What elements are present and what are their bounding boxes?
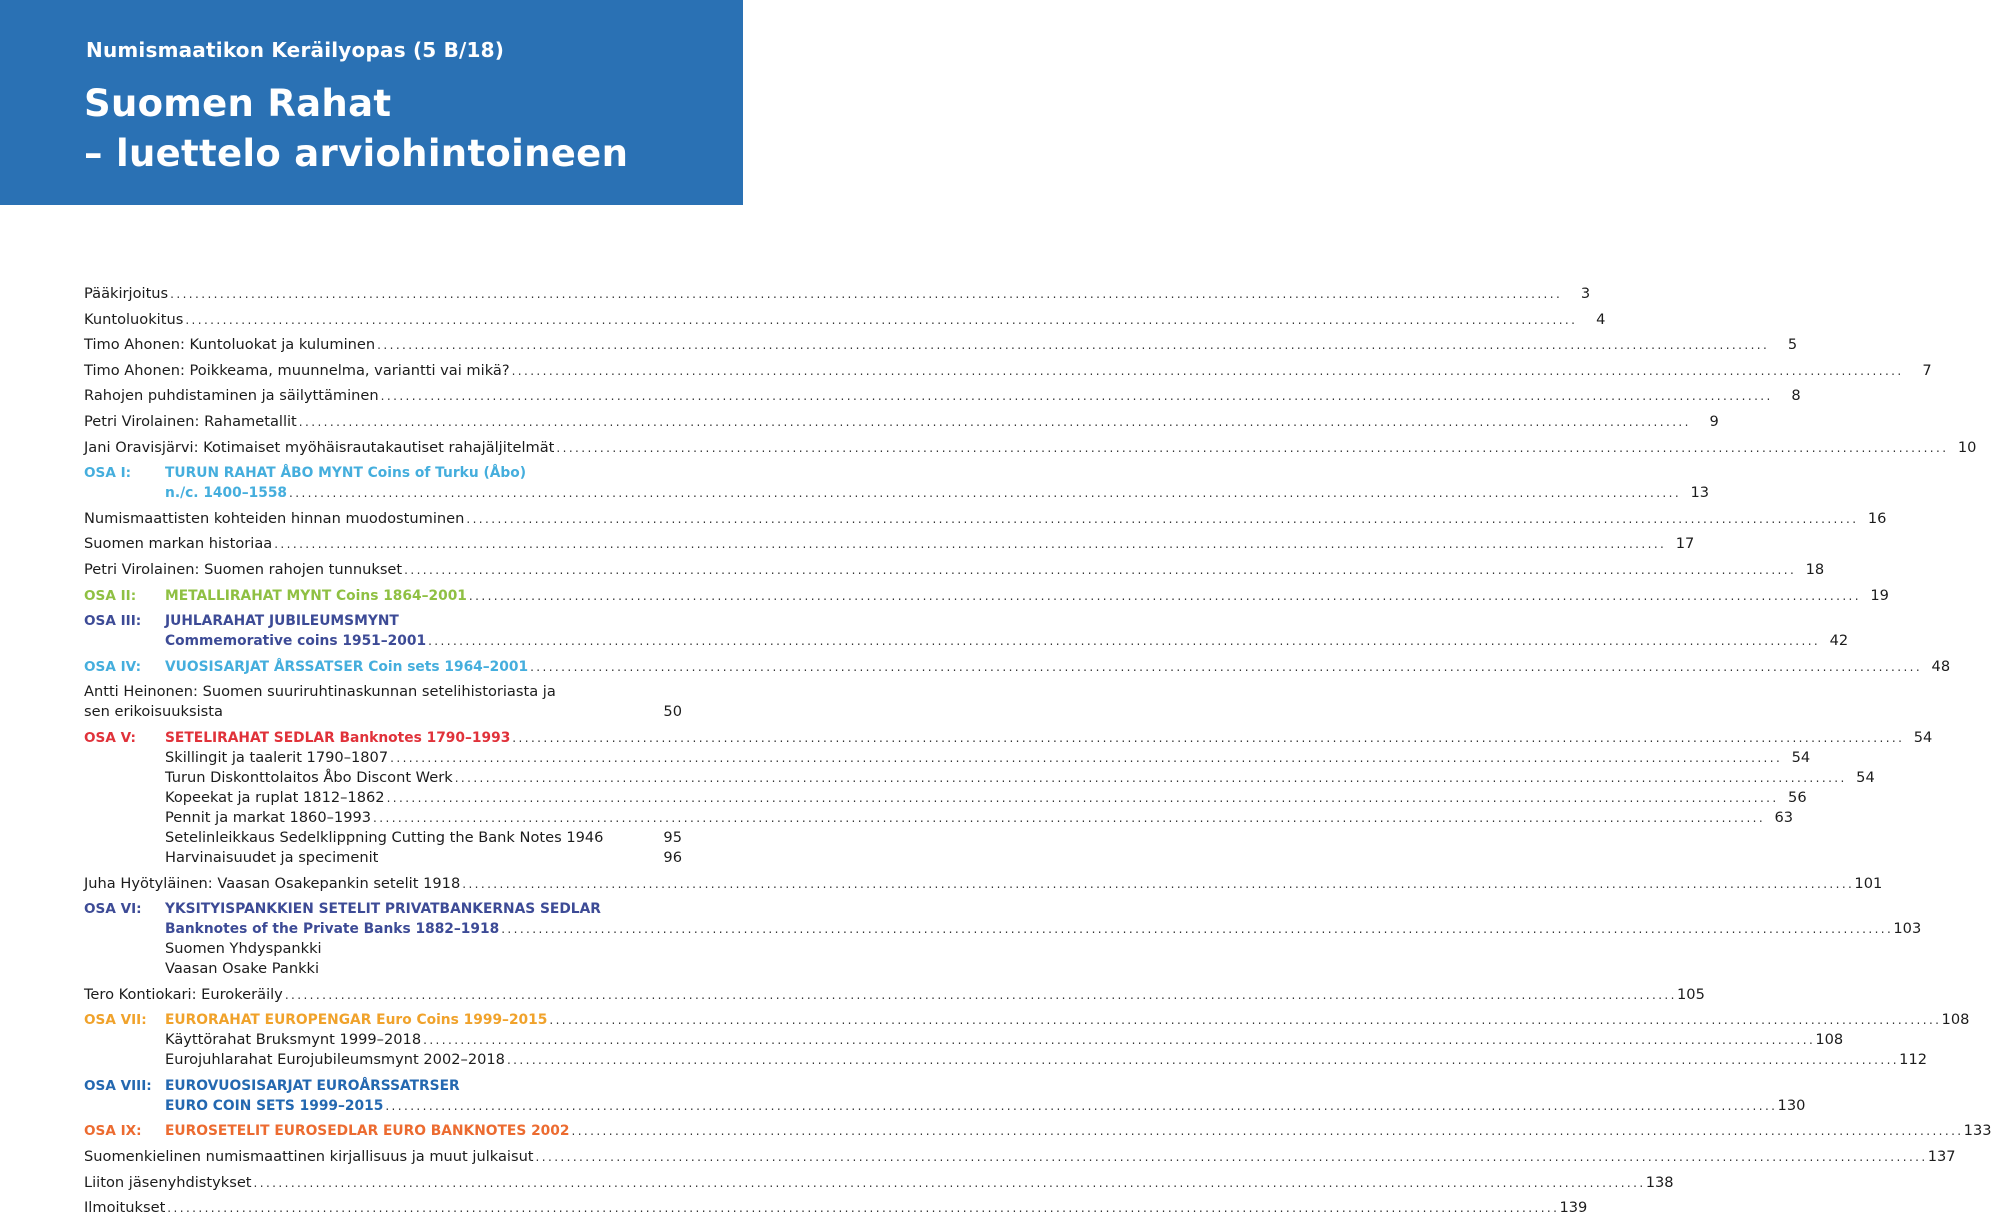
toc-section-osa-3-line2[interactable] xyxy=(84,631,1849,651)
toc-page-number: 18 xyxy=(1805,560,1825,578)
dot-leader xyxy=(373,812,1765,824)
toc-entry-setelihistoriasta[interactable] xyxy=(84,682,682,702)
toc-page-number: 63 xyxy=(1774,808,1794,826)
toc-section-osa-9[interactable] xyxy=(84,1121,1992,1141)
toc-page-number: 17 xyxy=(1675,535,1695,553)
toc-page-number: 96 xyxy=(663,848,682,866)
dot-leader xyxy=(571,1125,1963,1137)
toc-subentry[interactable] xyxy=(84,768,1875,788)
section-label: OSA I: xyxy=(84,465,132,482)
toc-page-number: 108 xyxy=(1941,1011,1970,1029)
dot-leader xyxy=(285,989,1677,1001)
toc-page-number: 138 xyxy=(1645,1173,1674,1191)
toc-subentry[interactable] xyxy=(84,788,1807,808)
dot-leader xyxy=(462,878,1854,890)
toc-entry-title: Tero Kontiokari: Eurokeräily xyxy=(84,985,283,1003)
toc-section-osa-6[interactable] xyxy=(84,899,682,919)
toc-page-number: 139 xyxy=(1559,1199,1588,1217)
toc-page-number: 7 xyxy=(1922,361,1932,379)
toc-entry-title: Rahojen puhdistaminen ja säilyttäminen xyxy=(84,387,379,405)
dot-leader xyxy=(512,732,1904,744)
dot-leader xyxy=(455,772,1847,784)
toc-entry-kuntoluokat[interactable] xyxy=(84,335,1798,355)
section-title: JUHLARAHAT JUBILEUMSMYNT xyxy=(165,613,399,630)
dot-leader xyxy=(423,1034,1815,1046)
toc-subentry[interactable] xyxy=(84,808,1794,828)
toc-subentry-title: Eurojuhlarahat Eurojubileumsmynt 2002–2018 xyxy=(165,1051,505,1069)
toc-page-number: 105 xyxy=(1677,985,1705,1003)
toc-page-number: 112 xyxy=(1899,1051,1928,1069)
toc-entry-kirjallisuus[interactable] xyxy=(84,1147,1956,1167)
toc-entry-title: Timo Ahonen: Poikkeama, muunnelma, variantti vai mikä? xyxy=(84,361,510,379)
section-label: OSA VII: xyxy=(84,1012,147,1029)
toc-page-number: 3 xyxy=(1580,285,1591,302)
toc-page-number: 130 xyxy=(1777,1096,1806,1114)
toc-entry-kuntoluokitus[interactable] xyxy=(84,310,1606,330)
section-title: SETELIRAHAT SEDLAR Banknotes 1790–1993 xyxy=(165,729,511,746)
dot-leader xyxy=(299,416,1691,428)
dot-leader xyxy=(167,1202,1559,1214)
toc-subentry-title: Harvinaisuudet ja specimenit xyxy=(165,848,379,866)
toc-entry-title: Suomenkielinen numismaattinen kirjallisuus ja muut julkaisut xyxy=(84,1148,534,1166)
toc-page-number: 42 xyxy=(1829,632,1849,650)
toc-page-number: 9 xyxy=(1709,412,1719,430)
toc-section-osa-7[interactable] xyxy=(84,1010,1970,1030)
toc-entry-ilmoitukset[interactable] xyxy=(84,1198,1588,1218)
dot-leader xyxy=(390,752,1782,764)
toc-subentry[interactable] xyxy=(84,1050,1928,1070)
toc-subentry[interactable] xyxy=(84,828,682,848)
toc-entry-markan-historiaa[interactable] xyxy=(84,534,1695,554)
toc-entry-paakirjoitus[interactable] xyxy=(84,284,1591,304)
toc-page-number: 133 xyxy=(1963,1122,1992,1140)
toc-page-number: 16 xyxy=(1867,509,1887,527)
toc-entry-title: Petri Virolainen: Rahametallit xyxy=(84,412,297,430)
dot-leader xyxy=(170,288,1562,300)
toc-section-osa-6-line2[interactable] xyxy=(84,919,1922,939)
dot-leader xyxy=(466,513,1858,525)
section-title: EUROSETELIT EUROSEDLAR EURO BANKNOTES 2002 xyxy=(165,1123,570,1140)
toc-entry-title: Liiton jäsenyhdistykset xyxy=(84,1173,252,1191)
toc-entry-tunnukset[interactable] xyxy=(84,560,1825,580)
toc-entry-title: Pääkirjoitus xyxy=(84,285,169,302)
main-title-line2: – luettelo arviohintoineen xyxy=(84,132,629,175)
toc-page-number: 8 xyxy=(1791,387,1801,405)
dot-leader xyxy=(387,792,1779,804)
toc-entry-jasenyhdistykset[interactable] xyxy=(84,1173,1674,1193)
section-title: EUROVUOSISARJAT EUROÅRSSATRSER xyxy=(165,1077,460,1094)
section-label: OSA VIII: xyxy=(84,1077,152,1094)
section-title: YKSITYISPANKKIEN SETELIT PRIVATBANKERNAS SEDLAR xyxy=(165,901,601,918)
section-title-cont: Banknotes of the Private Banks 1882–1918 xyxy=(165,921,500,938)
toc-page-number: 54 xyxy=(1791,748,1811,766)
toc-page-number: 48 xyxy=(1931,657,1951,675)
toc-subentry-title: Pennit ja markat 1860–1993 xyxy=(165,808,372,826)
toc-entry-vaasan-osakepankki[interactable] xyxy=(84,874,1883,894)
toc-page-number: 10 xyxy=(1957,438,1977,456)
dot-leader xyxy=(404,564,1796,576)
section-label: OSA VI: xyxy=(84,901,142,918)
section-label: OSA II: xyxy=(84,587,137,604)
toc-section-osa-1[interactable] xyxy=(84,463,682,483)
toc-subentry[interactable] xyxy=(84,1030,1844,1050)
dot-leader xyxy=(385,1100,1777,1112)
section-title: EURORAHAT EUROPENGAR Euro Coins 1999–2015 xyxy=(165,1012,548,1029)
section-title-cont: Commemorative coins 1951–2001 xyxy=(165,633,427,650)
dot-leader xyxy=(381,390,1773,402)
toc-subentry[interactable] xyxy=(84,939,682,959)
dot-leader xyxy=(469,590,1861,602)
toc-page-number: 4 xyxy=(1596,310,1606,328)
toc-subentry-title: Käyttörahat Bruksmynt 1999–2018 xyxy=(165,1031,422,1049)
section-title: METALLIRAHAT MYNT Coins 1864–2001 xyxy=(165,587,467,604)
main-title-line1: Suomen Rahat xyxy=(84,82,392,125)
dot-leader xyxy=(428,635,1820,647)
toc-entry-title: Numismaattisten kohteiden hinnan muodostuminen xyxy=(84,509,465,527)
toc-page-number: 5 xyxy=(1787,336,1798,354)
toc-page-number: 137 xyxy=(1927,1148,1956,1166)
dot-leader xyxy=(536,1151,1928,1163)
toc-section-osa-4[interactable] xyxy=(84,657,1951,677)
toc-entry-hinnan-muodostuminen[interactable] xyxy=(84,509,1887,529)
toc-entry-title-cont: sen erikoisuuksista xyxy=(84,703,223,721)
toc-page-number: 50 xyxy=(663,703,682,721)
dot-leader xyxy=(549,1014,1941,1026)
toc-subentry-title: Turun Diskonttolaitos Åbo Discont Werk xyxy=(165,768,453,786)
dot-leader xyxy=(556,442,1948,454)
toc-page-number: 54 xyxy=(1913,728,1933,746)
toc-entry-title: Antti Heinonen: Suomen suuriruhtinaskunnan setelihistoriasta ja xyxy=(84,683,556,701)
dot-leader xyxy=(512,365,1904,377)
toc-entry-title: Jani Oravisjärvi: Kotimaiset myöhäisrautakautiset rahajäljitelmät xyxy=(84,438,555,456)
dot-leader xyxy=(501,923,1893,935)
dot-leader xyxy=(507,1054,1899,1066)
toc-page-number: 56 xyxy=(1788,788,1807,806)
toc-subentry-title: Vaasan Osake Pankki xyxy=(165,960,320,978)
toc-section-osa-1-line2[interactable] xyxy=(84,483,1710,503)
section-title: TURUN RAHAT ÅBO MYNT Coins of Turku (Åbo) xyxy=(165,465,527,482)
toc-subentry[interactable] xyxy=(84,959,682,979)
toc-subentry[interactable] xyxy=(84,748,1811,768)
section-label: OSA IV: xyxy=(84,658,142,675)
toc-entry-title: Petri Virolainen: Suomen rahojen tunnukset xyxy=(84,560,403,578)
section-title-cont: EURO COIN SETS 1999–2015 xyxy=(165,1097,384,1114)
section-label: OSA III: xyxy=(84,613,142,630)
dot-leader xyxy=(185,314,1577,326)
dot-leader xyxy=(254,1177,1646,1189)
toc-section-osa-8[interactable] xyxy=(84,1076,682,1096)
toc-page-number: 54 xyxy=(1856,768,1875,786)
toc-entry-title: Juha Hyötyläinen: Vaasan Osakepankin setelit 1918 xyxy=(84,874,461,892)
toc-entry-eurokeraily[interactable] xyxy=(84,985,1705,1005)
toc-subentry-title: Kopeekat ja ruplat 1812–1862 xyxy=(165,788,385,806)
series-title: Numismaatikon Keräilyopas (5 B/18) xyxy=(86,38,505,62)
toc-section-osa-8-line2[interactable] xyxy=(84,1096,1806,1116)
toc-section-osa-5[interactable] xyxy=(84,728,1933,748)
toc-page-number: 108 xyxy=(1815,1031,1844,1049)
toc-entry-rahajaljitelmat[interactable] xyxy=(84,438,1977,458)
toc-entry-poikkeama[interactable] xyxy=(84,361,1932,381)
toc-entry-puhdistaminen[interactable] xyxy=(84,386,1801,406)
toc-page-number: 13 xyxy=(1690,484,1710,502)
section-title: VUOSISARJAT ÅRSSATSER Coin sets 1964–2001 xyxy=(165,658,529,675)
dot-leader xyxy=(274,538,1666,550)
toc-page-number: 95 xyxy=(663,828,682,846)
toc-subentry-title: Suomen Yhdyspankki xyxy=(165,940,322,958)
header-banner xyxy=(0,0,743,205)
dot-leader xyxy=(377,339,1769,351)
table-of-contents xyxy=(84,284,1992,1218)
toc-subentry[interactable] xyxy=(84,848,682,868)
section-label: OSA V: xyxy=(84,729,136,746)
toc-entry-title: Timo Ahonen: Kuntoluokat ja kuluminen xyxy=(84,336,376,354)
toc-entry-rahametallit[interactable] xyxy=(84,412,1719,432)
toc-page-number: 103 xyxy=(1893,920,1922,938)
toc-subentry-title: Setelinleikkaus Sedelklippning Cutting the Bank Notes 1946 xyxy=(165,828,604,846)
dot-leader xyxy=(530,661,1922,673)
toc-page-number: 19 xyxy=(1870,586,1889,604)
section-label: OSA IX: xyxy=(84,1123,142,1140)
toc-section-osa-2[interactable] xyxy=(84,586,1889,606)
toc-entry-title: Ilmoitukset xyxy=(84,1199,166,1217)
toc-section-osa-3[interactable] xyxy=(84,611,682,631)
toc-entry-setelihistoriasta-line2[interactable] xyxy=(84,702,682,722)
toc-entry-title: Suomen markan historiaa xyxy=(84,535,273,553)
toc-subentry-title: Skillingit ja taalerit 1790–1807 xyxy=(165,748,389,766)
toc-entry-title: Kuntoluokitus xyxy=(84,310,184,328)
section-title-cont: n./c. 1400–1558 xyxy=(165,485,288,502)
dot-leader xyxy=(289,487,1681,499)
toc-page-number: 101 xyxy=(1854,874,1883,892)
